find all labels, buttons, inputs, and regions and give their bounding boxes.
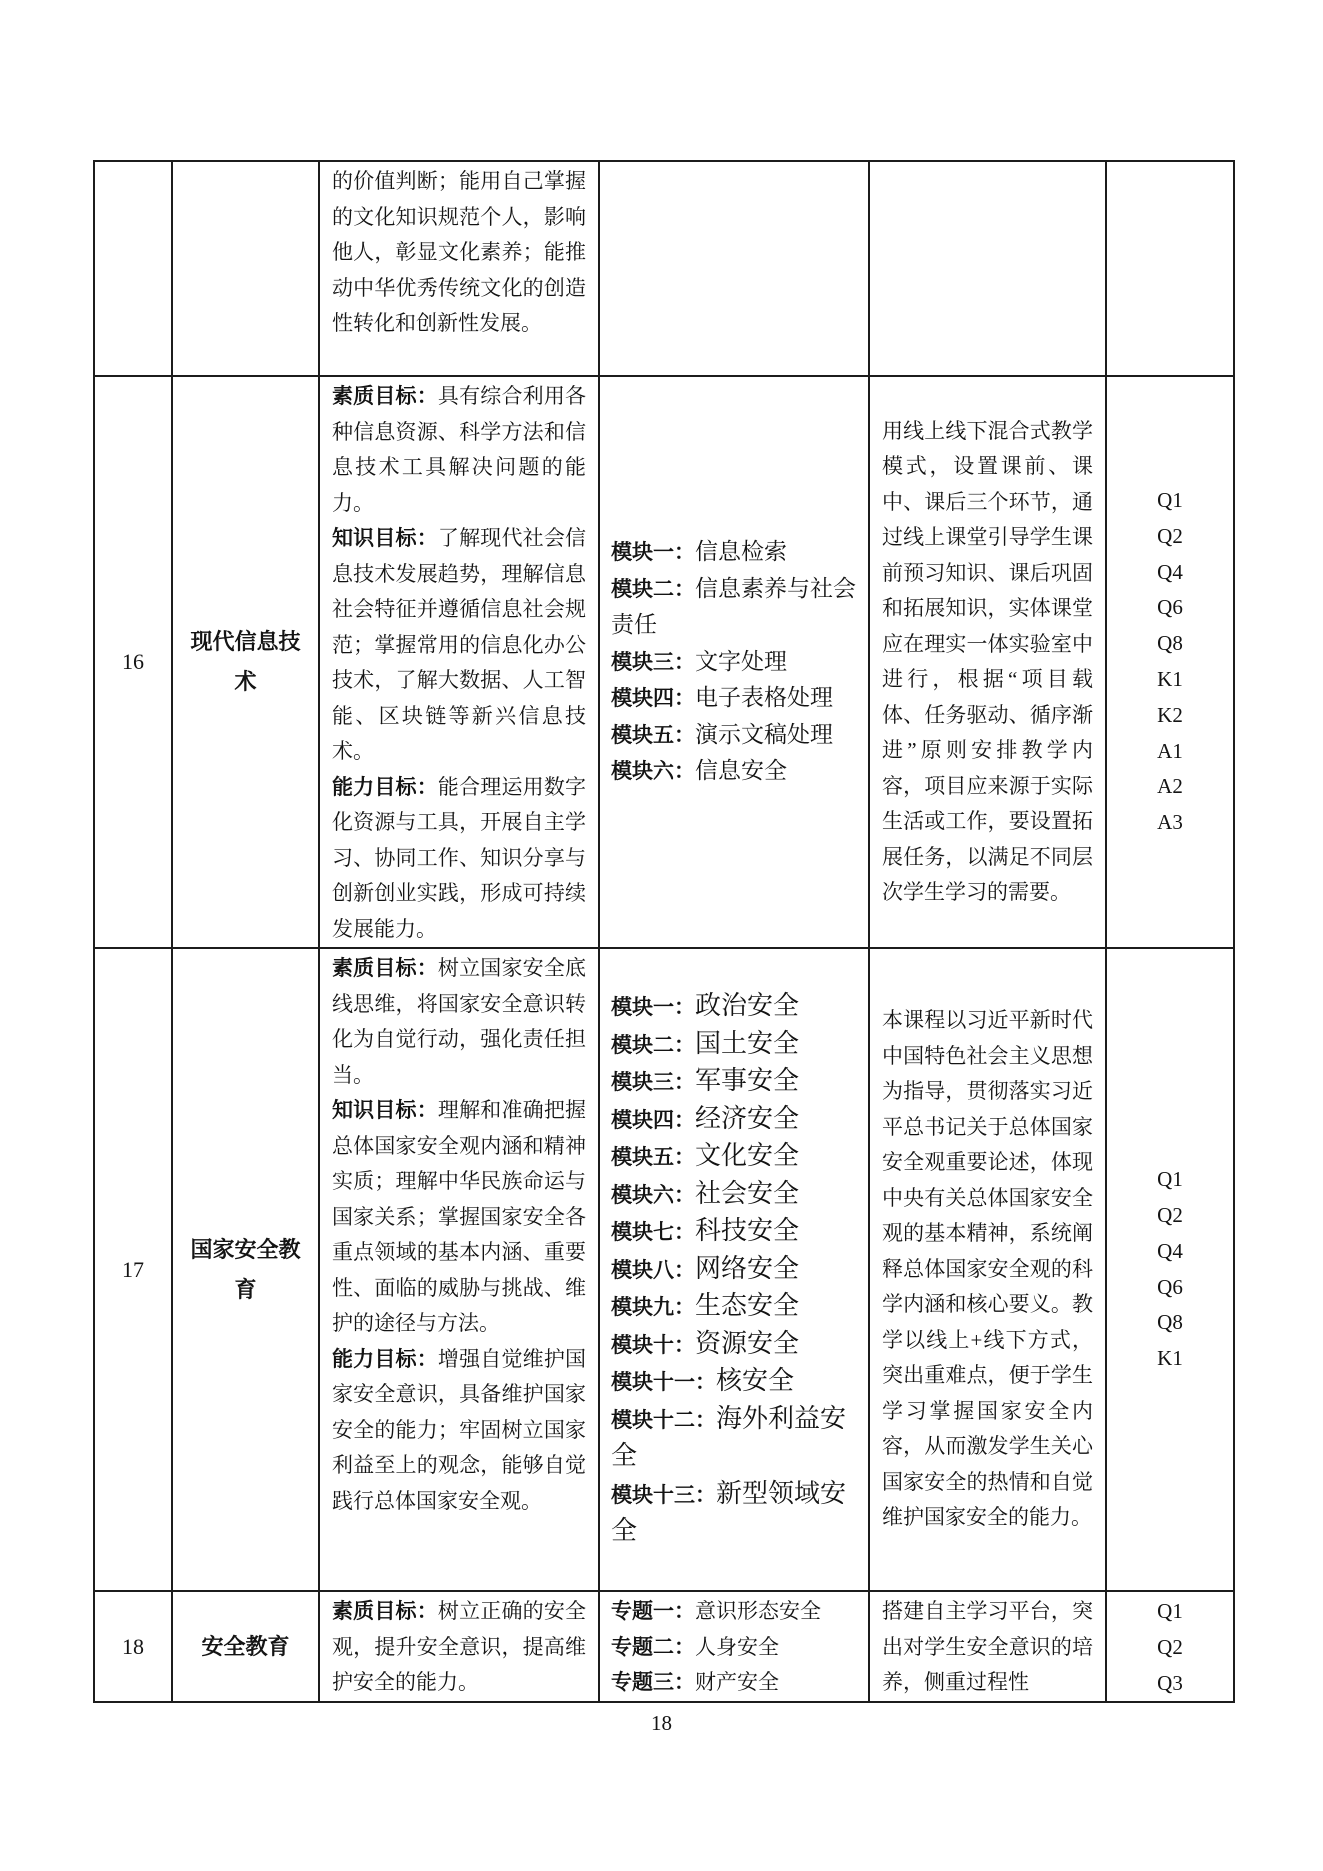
target-code: Q2 [1157,1634,1183,1659]
module-item [611,1476,860,1551]
module-name: 文化安全 [695,1141,800,1171]
module-item [611,680,860,717]
goal-type-label: 素质目标： [332,957,438,980]
table-row [94,948,1234,1591]
target-code: K1 [1157,1346,1183,1371]
module-item [611,1594,860,1630]
target-code: Q1 [1157,1599,1183,1623]
goal-type-label: 知识目标： [332,527,438,550]
row-number-cell: 17 [94,948,172,1591]
goal-type-label: 知识目标： [332,1099,438,1122]
goal-type-label: 能力目标： [332,1347,438,1371]
module-item [611,1251,860,1289]
table-row [94,376,1234,948]
module-label: 专题一： [611,1600,695,1623]
module-item [611,1401,860,1476]
module-item [611,1138,860,1176]
course-name-cell [172,161,319,376]
module-item [611,753,860,790]
goal-text: 能合理运用数字化资源与工具，开展自主学习、协同工作、知识分享与创新创业实践，形成可持续发展能力。 [332,774,587,941]
module-label: 模块四： [611,687,695,711]
module-name: 意识形态安全 [695,1599,821,1623]
module-name: 信息检索 [695,539,787,565]
table-row [94,1591,1234,1702]
target-code: Q8 [1157,631,1183,656]
goal-text: 树立国家安全底线思维，将国家安全意识转化为自觉行动，强化责任担当。 [332,956,587,1087]
course-goals-cell [319,948,599,1591]
target-code: Q2 [1157,1202,1183,1227]
course-modules-cell [599,376,869,948]
target-codes-cell [1106,161,1234,376]
goal-text: 理解和准确把握总体国家安全观内涵和精神实质；理解中华民族命运与国家关系；掌握国家安全各重点领域的基本内涵、重要性、面临的威胁与挑战、维护的途径与方法。 [332,1098,587,1335]
goal-type-label: 能力目标： [332,775,438,799]
module-label: 模块七： [611,1221,695,1245]
module-label: 模块一： [611,541,695,565]
target-code: A2 [1157,774,1183,799]
module-label: 模块九： [611,1296,695,1320]
goal-paragraph [332,951,586,1093]
module-item [611,1063,860,1101]
course-name-cell: 国家安全教育 [172,948,319,1591]
module-label: 模块五： [611,723,695,747]
target-code: Q2 [1157,523,1183,548]
row-number-cell: 16 [94,376,172,948]
goal-type-label: 素质目标： [332,1600,438,1623]
module-name: 人身安全 [695,1634,779,1659]
module-name: 科技安全 [695,1216,800,1246]
row-number-cell [94,161,172,376]
module-label: 模块八： [611,1258,695,1282]
goal-paragraph [332,521,586,770]
module-name: 财产安全 [695,1670,779,1694]
module-name: 资源安全 [695,1328,800,1358]
target-codes-cell [1106,376,1234,948]
course-name-cell: 安全教育 [172,1591,319,1702]
course-goals-cell [319,1591,599,1702]
course-modules-cell [599,1591,869,1702]
module-name: 经济安全 [695,1103,800,1133]
module-name: 网络安全 [695,1253,800,1283]
module-item [611,717,860,754]
module-name: 核安全 [716,1366,795,1396]
teaching-requirements-cell [869,161,1106,376]
goal-type-label: 素质目标： [332,385,438,408]
module-label: 模块十二： [611,1408,716,1432]
goal-paragraph [332,1594,586,1701]
module-label: 模块三： [611,1071,695,1095]
module-label: 模块六： [611,1183,695,1207]
module-item [611,1026,860,1064]
module-name: 政治安全 [695,991,800,1021]
course-modules-cell [599,161,869,376]
module-label: 专题三： [611,1671,695,1694]
goal-text: 了解现代社会信息技术发展趋势，理解信息社会特征并遵循信息社会规范；掌握常用的信息化办公技术，了解大数据、人工智能、区块链等新兴信息技术。 [332,526,587,763]
module-name: 国土安全 [695,1028,800,1058]
target-code: Q4 [1157,559,1183,584]
course-goals-cell [319,376,599,948]
module-name: 文字处理 [695,648,787,674]
course-modules-cell [599,948,869,1591]
target-codes-cell [1106,948,1234,1591]
module-item [611,1288,860,1326]
module-name: 军事安全 [695,1066,800,1096]
target-code: K2 [1157,702,1183,727]
module-item [611,1101,860,1139]
goal-text: 树立正确的安全观，提升安全意识，提高维护安全的能力。 [332,1599,587,1694]
module-label: 模块四： [611,1108,695,1132]
module-label: 模块一： [611,996,695,1020]
module-name: 社会安全 [695,1178,800,1208]
target-codes-cell [1106,1591,1234,1702]
target-code: Q1 [1157,1167,1183,1192]
module-item [611,571,860,644]
curriculum-table-body [94,161,1234,1702]
teaching-requirements-cell: 搭建自主学习平台，突出对学生安全意识的培养，侧重过程性 [869,1591,1106,1702]
goal-paragraph [332,164,586,342]
goal-paragraph [332,1093,586,1342]
teaching-requirements-cell: 本课程以习近平新时代中国特色社会主义思想为指导，贯彻落实习近平总书记关于总体国家安全观重要论述，体现中央有关总体国家安全观的基本精神，系统阐释总体国家安全观的科学内涵和核心要义。教学以线上+线下方式，突出重难点，便于学生学习掌握国家安全内容，从而激发学生关心国家安全的热情和自觉维护国家安全的能力。 [869,948,1106,1591]
module-name: 信息安全 [695,758,787,784]
module-label: 专题二： [611,1635,695,1659]
target-code: Q3 [1157,1670,1183,1695]
module-item [611,1176,860,1214]
target-code: Q6 [1157,595,1183,620]
module-label: 模块十一： [611,1371,716,1395]
module-name: 生态安全 [695,1291,800,1321]
course-name-cell: 现代信息技术 [172,376,319,948]
target-code: Q8 [1157,1310,1183,1335]
module-item [611,1665,860,1701]
module-item [611,988,860,1026]
target-code: A1 [1157,738,1183,763]
goal-paragraph [332,1342,586,1520]
module-name: 电子表格处理 [695,685,833,711]
module-label: 模块六： [611,760,695,784]
target-code: Q6 [1157,1274,1183,1299]
module-item [611,1630,860,1666]
module-name: 信息素养与社会责任 [611,575,856,638]
course-goals-cell [319,161,599,376]
goal-text: 具有综合利用各种信息资源、科学方法和信息技术工具解决问题的能力。 [332,384,587,515]
module-item [611,534,860,571]
module-label: 模块十： [611,1333,695,1357]
module-item [611,1363,860,1401]
module-label: 模块三： [611,650,695,674]
module-label: 模块五： [611,1146,695,1170]
module-item [611,1326,860,1364]
target-code: K1 [1157,667,1183,691]
module-item [611,644,860,681]
row-number-cell: 18 [94,1591,172,1702]
module-label: 模块十三： [611,1483,716,1507]
module-label: 模块二： [611,1033,695,1057]
page-number: 18 [651,1711,672,1735]
curriculum-table [93,160,1235,1703]
teaching-requirements-cell: 用线上线下混合式教学模式，设置课前、课中、课后三个环节，通过线上课堂引导学生课前预习知识、课后巩固和拓展知识，实体课堂应在理实一体实验室中进行，根据“项目载体、任务驱动、循序渐进”原则安排教学内容，项目应来源于实际生活或工作，要设置拓展任务，以满足不同层次学生学习的需要。 [869,376,1106,948]
module-label: 模块二： [611,577,695,601]
goal-paragraph [332,770,586,948]
target-code: Q4 [1157,1238,1183,1263]
module-name: 海外利益安全 [611,1403,847,1471]
table-row [94,161,1234,376]
goal-paragraph [332,379,586,521]
module-item [611,1213,860,1251]
target-code: Q1 [1157,488,1183,513]
target-code: A3 [1157,810,1183,835]
module-name: 演示文稿处理 [695,721,833,747]
module-name: 新型领域安全 [611,1478,847,1546]
goal-text: 增强自觉维护国家安全意识，具备维护国家安全的能力；牢固树立国家利益至上的观念，能够自觉践行总体国家安全观。 [332,1346,587,1513]
goal-text: 的价值判断；能用自己掌握的文化知识规范个人，影响他人，彰显文化素养；能推动中华优秀传统文化的创造性转化和创新性发展。 [332,169,586,335]
